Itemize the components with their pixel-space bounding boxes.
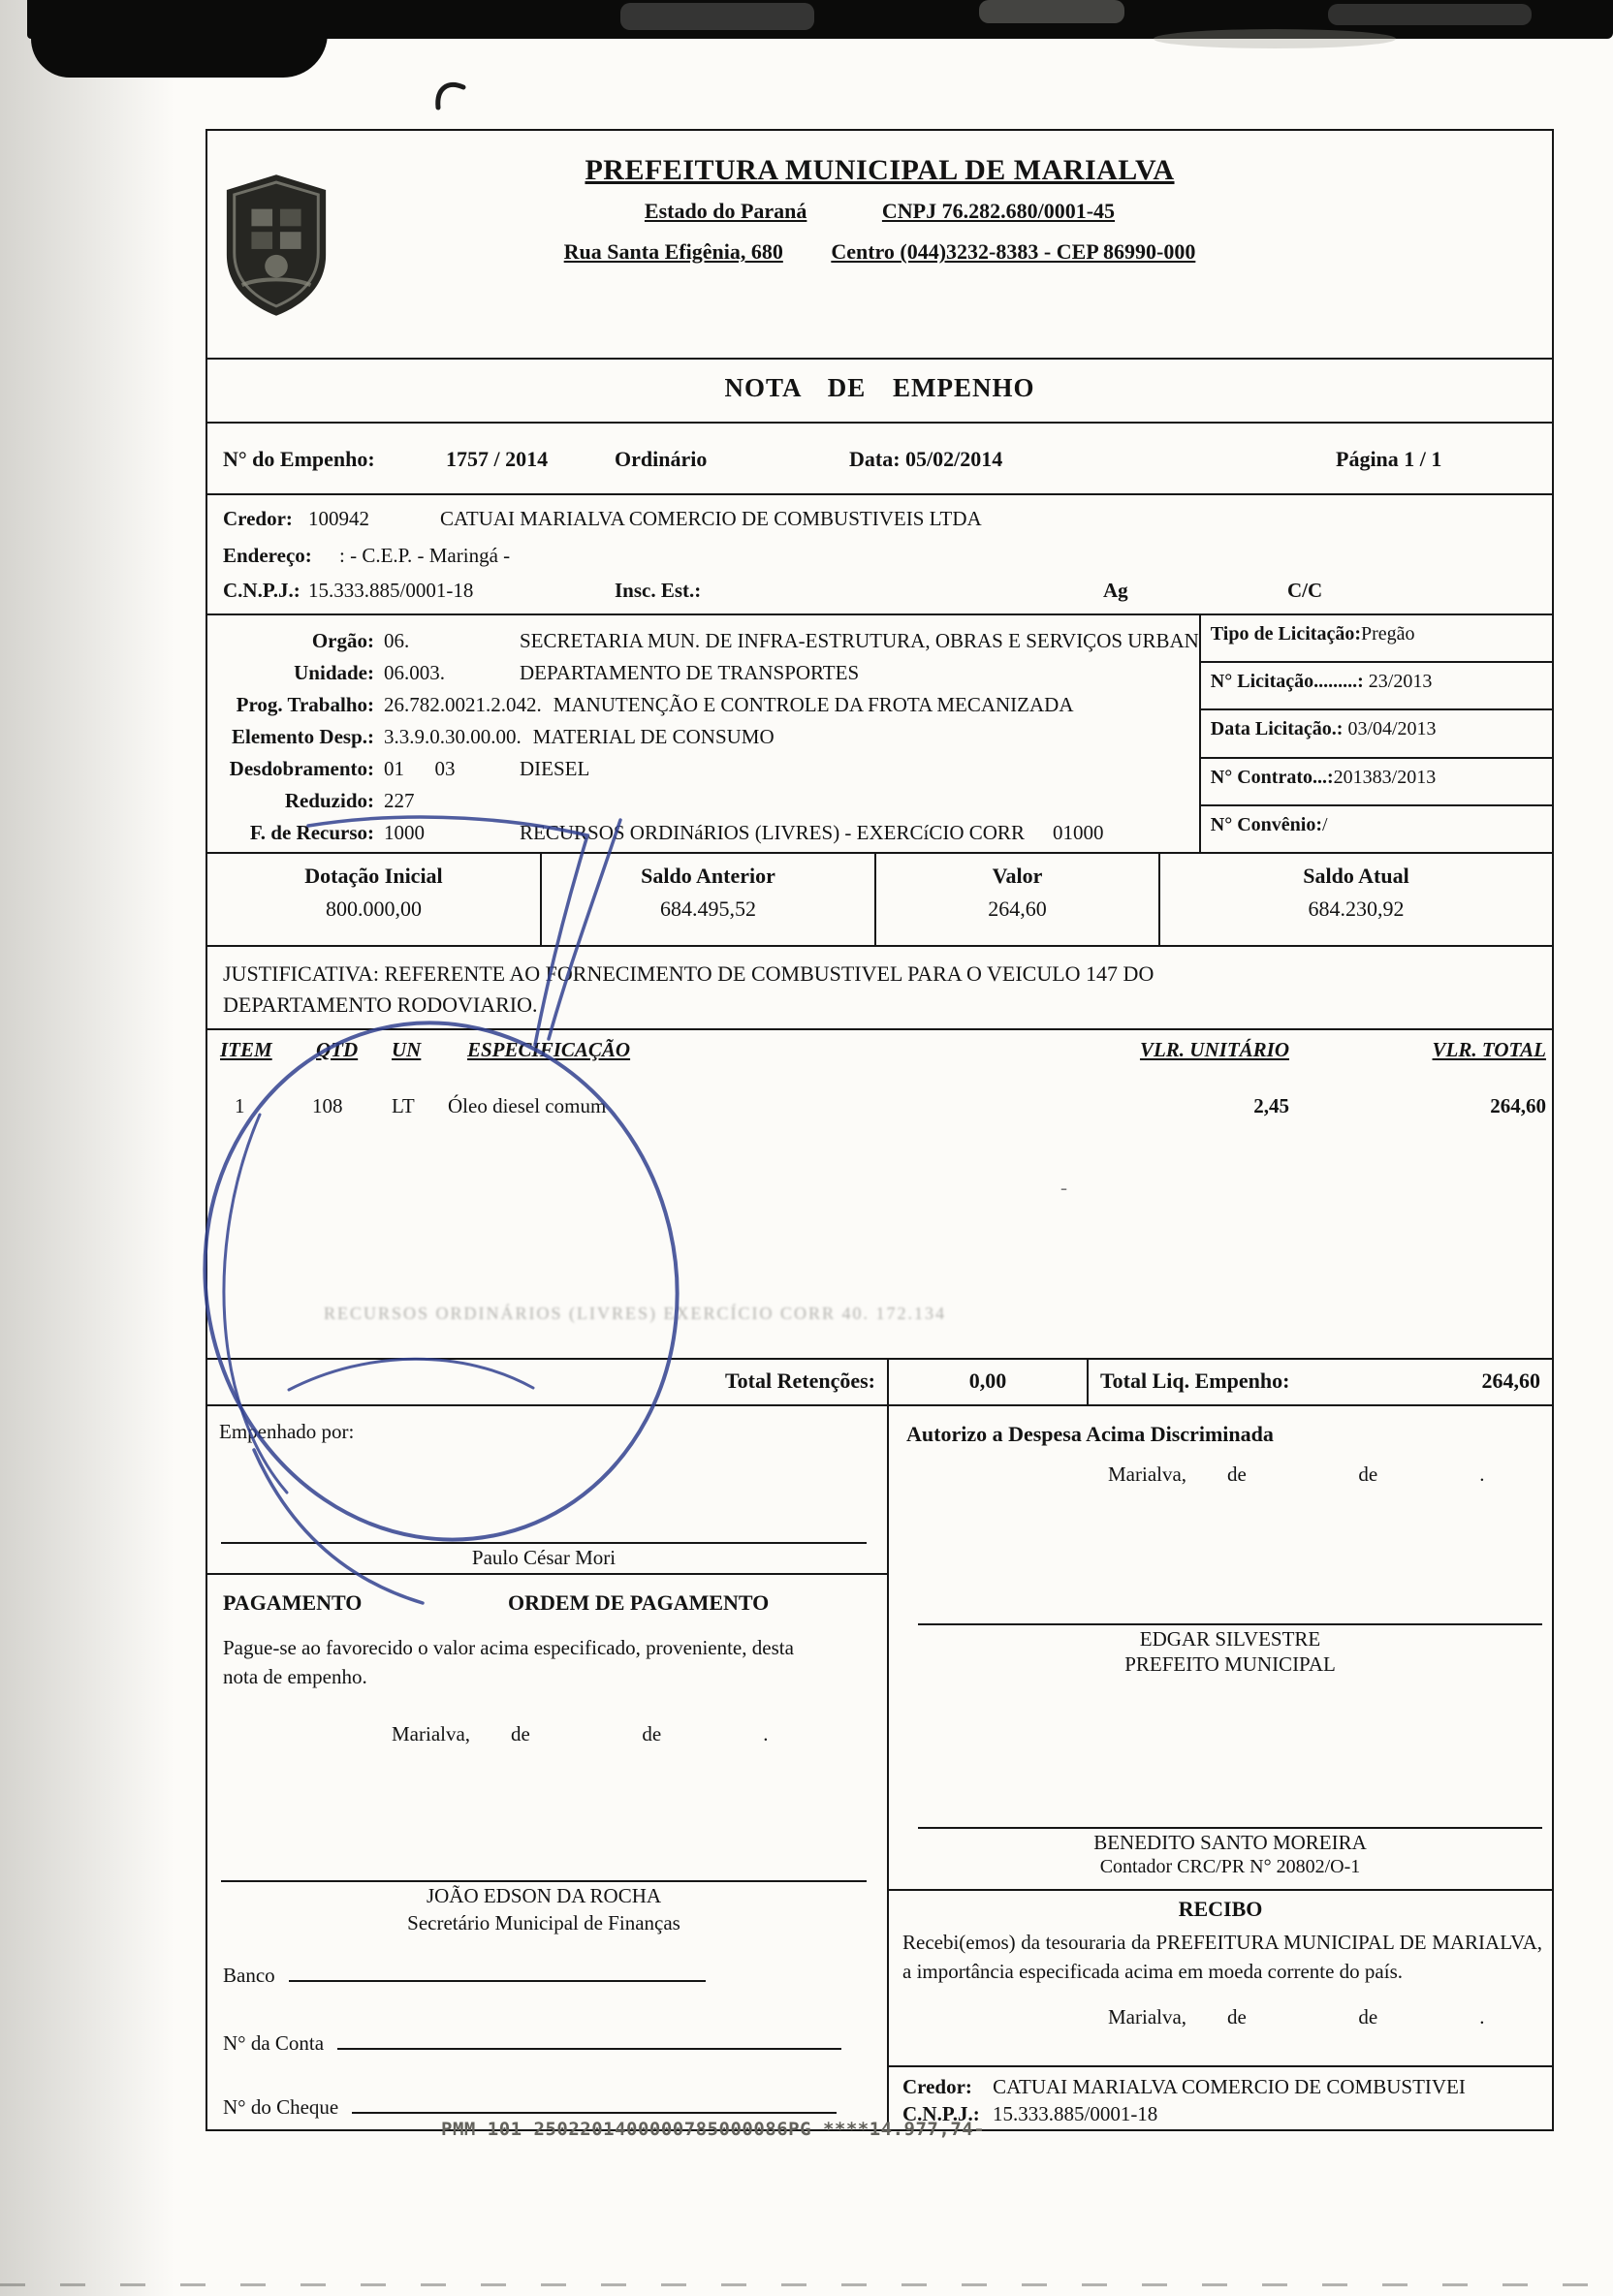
check-number-label: N° do Cheque — [223, 2095, 339, 2119]
col-header-item: ITEM — [220, 1038, 272, 1061]
field-code: 01 03 — [384, 757, 456, 780]
field-label: F. de Recurso: — [249, 821, 374, 844]
pen-mark-icon — [427, 73, 485, 131]
creditor-name: CATUAI MARIALVA COMERCIO DE COMBUSTIVEIS LTDA — [440, 507, 982, 530]
initial-allocation-cell — [207, 854, 542, 945]
field-desc: DIESEL — [520, 757, 590, 780]
document-type-title: NOTA DE EMPENHO — [724, 373, 1035, 402]
mayor-role: PREFEITO MUNICIPAL — [1124, 1652, 1336, 1676]
field-value: 03/04/2013 — [1343, 718, 1437, 740]
page-title: PREFEITURA MUNICIPAL DE MARIALVA — [585, 154, 1175, 186]
city-phone-label: Centro (044)3232-8383 - CEP 86990-000 — [831, 239, 1196, 264]
cell-value: 264,60 — [988, 896, 1047, 921]
address-value: : - C.E.P. - Maringá - — [339, 544, 511, 567]
agreement-number-cell — [1201, 806, 1552, 852]
agency-label: Ag — [1103, 579, 1128, 602]
col-header-vlr-total: VLR. TOTAL — [1432, 1038, 1546, 1061]
col-header-un: UN — [392, 1038, 422, 1061]
current-balance-cell — [1160, 854, 1552, 945]
creditor-label: Credor: — [223, 507, 293, 530]
value-cell — [876, 854, 1160, 945]
empenho-number-row — [207, 424, 1552, 495]
authorize-expense-title: Autorizo a Despesa Acima Discriminada — [906, 1422, 1274, 1446]
contract-number-cell — [1201, 759, 1552, 806]
street-label: Rua Santa Efigênia, 680 — [563, 239, 783, 264]
check-field — [223, 2092, 837, 2120]
payment-order-title: ORDEM DE PAGAMENTO — [508, 1590, 770, 1615]
empenho-type-value: Ordinário — [615, 447, 708, 471]
field-label: Data Licitação.: — [1210, 718, 1344, 740]
cell-label: Dotação Inicial — [304, 864, 443, 888]
col-header-espec: ESPECIFICAÇÃO — [467, 1038, 631, 1061]
field-value: 201383/2013 — [1333, 766, 1437, 788]
field-label: N° Convênio: — [1210, 813, 1323, 835]
net-total-cell — [1089, 1360, 1552, 1404]
accountant-name: BENEDITO SANTO MOREIRA — [1093, 1831, 1367, 1854]
nota-de-empenho-document — [206, 129, 1554, 2131]
bidding-type-cell — [1201, 615, 1552, 663]
cnpj-field-label: C.N.P.J.: — [223, 579, 300, 602]
mayor-name: EDGAR SILVESTRE — [1139, 1627, 1321, 1651]
field-label: Unidade: — [294, 661, 374, 684]
justification-section — [207, 947, 1552, 1030]
scan-artifact-bottom-edge — [0, 2283, 1613, 2286]
field-label: N° Contrato...: — [1210, 766, 1334, 788]
signature-line — [221, 1880, 867, 1882]
section-divider — [207, 1573, 889, 1575]
date-blank-line: Marialva, de de . — [392, 1722, 769, 1746]
municipal-crest-logo-icon — [219, 170, 333, 321]
committed-by-label: Empenhado por: — [219, 1420, 355, 1443]
scan-artifact-patch — [1328, 4, 1532, 25]
budget-classification — [207, 615, 1199, 852]
field-code: 06. — [384, 629, 410, 652]
retentions-value: 0,00 — [889, 1360, 1089, 1404]
field-desc: MATERIAL DE CONSUMO — [532, 725, 775, 748]
signatures-section — [207, 1406, 1552, 2129]
header-address — [207, 239, 1552, 265]
budget-section — [207, 615, 1552, 854]
state-label: Estado do Paraná — [644, 199, 807, 223]
section-divider — [889, 2065, 1552, 2067]
scan-edge-shadow — [0, 0, 174, 2296]
budget-row-reduzido — [223, 785, 1199, 817]
cell-label: Saldo Atual — [1303, 864, 1409, 888]
empenho-date-value: Data: 05/02/2014 — [849, 447, 1003, 471]
item-description: Óleo diesel comum — [448, 1094, 607, 1117]
finance-secretary-role: Secretário Municipal de Finanças — [407, 1911, 680, 1934]
scan-artifact-patch — [979, 0, 1124, 23]
field-label: Desdobramento: — [229, 757, 374, 780]
date-blank-line: Marialva, de de . — [1108, 2005, 1485, 2029]
empenho-number-label: N° do Empenho: — [223, 447, 375, 471]
receipt-cnpj-label: C.N.P.J.: — [902, 2102, 980, 2125]
field-code: 3.3.9.0.30.00.00. — [384, 725, 522, 748]
net-total-value: 264,60 — [1481, 1368, 1540, 1393]
scan-artifact-blob — [31, 0, 328, 78]
cnpj-field-value: 15.333.885/0001-18 — [308, 579, 474, 602]
item-number: 1 — [235, 1094, 245, 1117]
receipt-title: RECIBO — [1178, 1897, 1263, 1921]
payment-text: Pague-se ao favorecido o valor acima especificado, proveniente, desta nota de empenho. — [223, 1636, 794, 1688]
field-desc: RECURSOS ORDINáRIOS (LIVRES) - EXERCíCIO CORR — [520, 821, 1025, 844]
receipt-creditor-row — [902, 2075, 1466, 2099]
empenho-number-value: 1757 / 2014 — [446, 447, 549, 471]
cell-label: Saldo Anterior — [641, 864, 775, 888]
signature-line — [918, 1827, 1542, 1829]
receipt-cnpj-value: 15.333.885/0001-18 — [992, 2102, 1158, 2125]
field-value: / — [1322, 813, 1328, 835]
bank-blank-line — [289, 1961, 706, 1982]
printer-validation-line: PMM 101 2502201400000785000086PG ****14.977,74- — [441, 2119, 986, 2140]
field-value: Pregão — [1360, 623, 1415, 645]
field-label: Prog. Trabalho: — [236, 693, 374, 716]
cnpj-label: CNPJ 76.282.680/0001-45 — [881, 199, 1116, 223]
page-indicator: Página 1 / 1 — [1336, 447, 1442, 471]
bank-label: Banco — [223, 1964, 275, 1987]
col-header-qtd: QTD — [316, 1038, 359, 1061]
payment-title: PAGAMENTO — [223, 1590, 363, 1615]
balances-row — [207, 854, 1552, 947]
field-label: Orgão: — [311, 629, 374, 652]
field-label: Reduzido: — [284, 789, 374, 812]
address-label: Endereço: — [223, 544, 312, 567]
col-header-vlr-unitario: VLR. UNITÁRIO — [1139, 1038, 1289, 1061]
net-total-label: Total Liq. Empenho: — [1100, 1368, 1290, 1393]
creditor-code: 100942 — [308, 507, 369, 530]
field-code: 26.782.0021.2.042. — [384, 693, 542, 716]
item-unit-price: 2,45 — [1253, 1094, 1289, 1117]
budget-row-elemento — [223, 721, 1199, 753]
justification-line2: DEPARTAMENTO RODOVIARIO. — [223, 992, 538, 1017]
document-type-banner — [207, 360, 1552, 424]
receipt-text: Recebi(emos) da tesouraria da PREFEITURA MUNICIPAL DE MARIALVA, a importância especificada acima em moeda corrente do país. — [902, 1931, 1542, 1983]
cell-label: Valor — [992, 864, 1043, 888]
budget-row-desdobramento — [223, 753, 1199, 785]
cell-value: 684.230,92 — [1308, 896, 1405, 921]
justification-line1: JUSTIFICATIVA: REFERENTE AO FORNECIMENTO DE COMBUSTIVEL PARA O VEICULO 147 DO — [223, 961, 1154, 986]
stray-pen-dash: - — [1060, 1176, 1067, 1199]
state-reg-label: Insc. Est.: — [615, 579, 702, 602]
bidding-info-column — [1199, 615, 1552, 852]
cell-value: 684.495,52 — [660, 896, 756, 921]
item-qty: 108 — [312, 1094, 343, 1117]
account-number-label: N° da Conta — [223, 2031, 325, 2055]
accountant-role: Contador CRC/PR N° 20802/O-1 — [1099, 1856, 1361, 1877]
field-desc: SECRETARIA MUN. DE INFRA-ESTRUTURA, OBRAS E SERVIÇOS URBAN — [520, 629, 1199, 652]
budget-row-orgao — [223, 625, 1199, 657]
finance-secretary-name: JOÃO EDSON DA ROCHA — [426, 1884, 662, 1907]
item-unit: LT — [392, 1094, 415, 1117]
totals-row — [207, 1360, 1552, 1406]
receipt-creditor-label: Credor: — [902, 2075, 972, 2098]
signatures-right-column — [889, 1406, 1552, 2129]
check-blank-line — [352, 2092, 837, 2114]
budget-row-recurso — [223, 817, 1199, 849]
header-subtitle — [207, 199, 1552, 224]
retentions-label: Total Retenções: — [207, 1360, 889, 1404]
bidding-number-cell — [1201, 663, 1552, 710]
previous-balance-cell — [542, 854, 876, 945]
account-field — [223, 2029, 841, 2056]
field-desc: DEPARTAMENTO DE TRANSPORTES — [520, 661, 860, 684]
creditor-section — [207, 495, 1552, 615]
field-label: Tipo de Licitação: — [1210, 623, 1361, 645]
field-value: 23/2013 — [1363, 671, 1433, 693]
signatures-left-column — [207, 1406, 889, 2129]
budget-row-prog-trabalho — [223, 689, 1199, 721]
scan-artifact-patch — [620, 3, 814, 30]
bank-field — [223, 1961, 706, 1988]
field-code: 06.003. — [384, 661, 445, 684]
scan-artifact-patch — [1154, 29, 1396, 48]
field-label: Elemento Desp.: — [232, 725, 374, 748]
field-desc: MANUTENÇÃO E CONTROLE DA FROTA MECANIZADA — [553, 693, 1074, 716]
field-extra-code: 01000 — [1053, 821, 1104, 844]
account-blank-line — [337, 2029, 841, 2050]
committed-by-name: Paulo César Mori — [471, 1546, 617, 1569]
budget-row-unidade — [223, 657, 1199, 689]
items-table — [207, 1030, 1552, 1360]
field-code: 1000 — [384, 821, 425, 844]
field-label: N° Licitação.........: — [1210, 671, 1364, 693]
bidding-date-cell — [1201, 710, 1552, 758]
signature-line — [221, 1542, 867, 1544]
receipt-creditor-name: CATUAI MARIALVA COMERCIO DE COMBUSTIVEI — [993, 2075, 1466, 2098]
bleed-through-text: RECURSOS ORDINÁRIOS (LIVRES) EXERCÍCIO CORR 40. 172.134 — [324, 1304, 947, 1323]
section-divider — [889, 1889, 1552, 1891]
date-blank-line: Marialva, de de . — [1108, 1463, 1485, 1486]
document-header — [207, 154, 1552, 360]
field-code: 227 — [384, 789, 415, 812]
signature-line — [918, 1623, 1542, 1625]
account-label: C/C — [1287, 579, 1323, 602]
item-total-price: 264,60 — [1490, 1094, 1546, 1117]
cell-value: 800.000,00 — [326, 896, 422, 921]
